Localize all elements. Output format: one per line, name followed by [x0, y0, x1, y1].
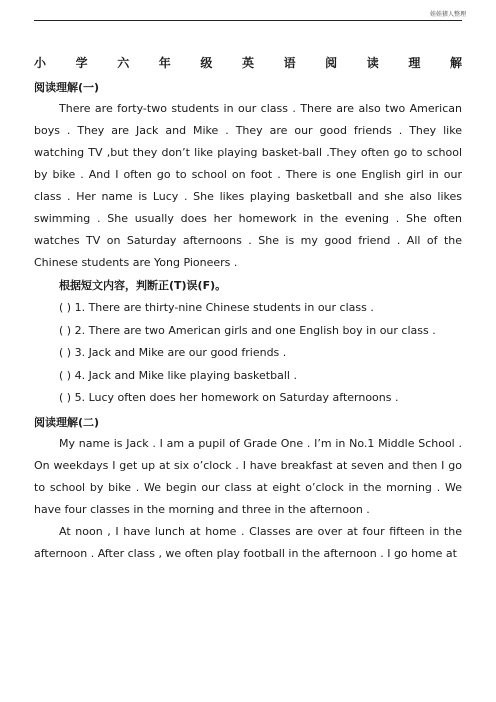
header-note: 娃娃猪人整理 — [429, 11, 466, 18]
section-1-passage: There are forty-two students in our class . There are also two American boys . They are Jack and Mike . They are our good friends . They like watching TV ,but they don’t like playing basket-ball .They often go to school by bike . And I often go to school on foot . There is one English girl in our class . Her name is Lucy . She likes playing basketball and she also likes swimming . She usually does her homework in the evening . She often watches TV on Saturday afternoons . She is my good friend . All of the Chinese students are Yong Pioneers . — [34, 102, 462, 269]
title-char: 理 — [408, 56, 421, 70]
section-2-paragraph: My name is Jack . I am a pupil of Grade One . I’m in No.1 Middle School . On weekdays I get up at six o’clock . I have breakfast at seven and then I go to school by bike . We begin our class at eight o’clock in the morning . We have four classes in the morning and three in the afternoon . — [34, 436, 462, 516]
question-item: ( ) 5. Lucy often does her homework on Saturday afternoons . — [59, 391, 399, 404]
title-char: 阅 — [325, 56, 338, 70]
title-char: 六 — [117, 56, 130, 70]
title-char: 学 — [75, 56, 88, 70]
question-item: ( ) 3. Jack and Mike are our good friends . — [59, 346, 287, 359]
title-char: 英 — [241, 56, 254, 70]
title-char: 年 — [158, 56, 171, 70]
document-content — [34, 77, 462, 565]
section-1-instruction: 根据短文内容，判断正(T)误(F)。 — [59, 279, 227, 292]
document-title — [34, 54, 462, 71]
title-char: 语 — [283, 56, 296, 70]
title-char: 级 — [200, 56, 213, 70]
section-1-heading: 阅读理解(一) — [34, 81, 100, 94]
title-char: 读 — [366, 56, 379, 70]
header-rule — [34, 20, 462, 21]
question-item: ( ) 2. There are two American girls and one English boy in our class . — [59, 323, 436, 337]
title-char: 小 — [34, 56, 47, 70]
section-2-heading: 阅读理解(二) — [34, 415, 100, 429]
title-char: 解 — [449, 56, 462, 70]
section-2-paragraph: At noon , I have lunch at home . Classes are over at four fifteen in the afternoon . After class , we often play football in the afternoon . I go home at — [34, 524, 462, 560]
question-item: ( ) 4. Jack and Mike like playing basketball . — [59, 368, 297, 382]
question-item: ( ) 1. There are thirty-nine Chinese students in our class . — [59, 301, 374, 314]
